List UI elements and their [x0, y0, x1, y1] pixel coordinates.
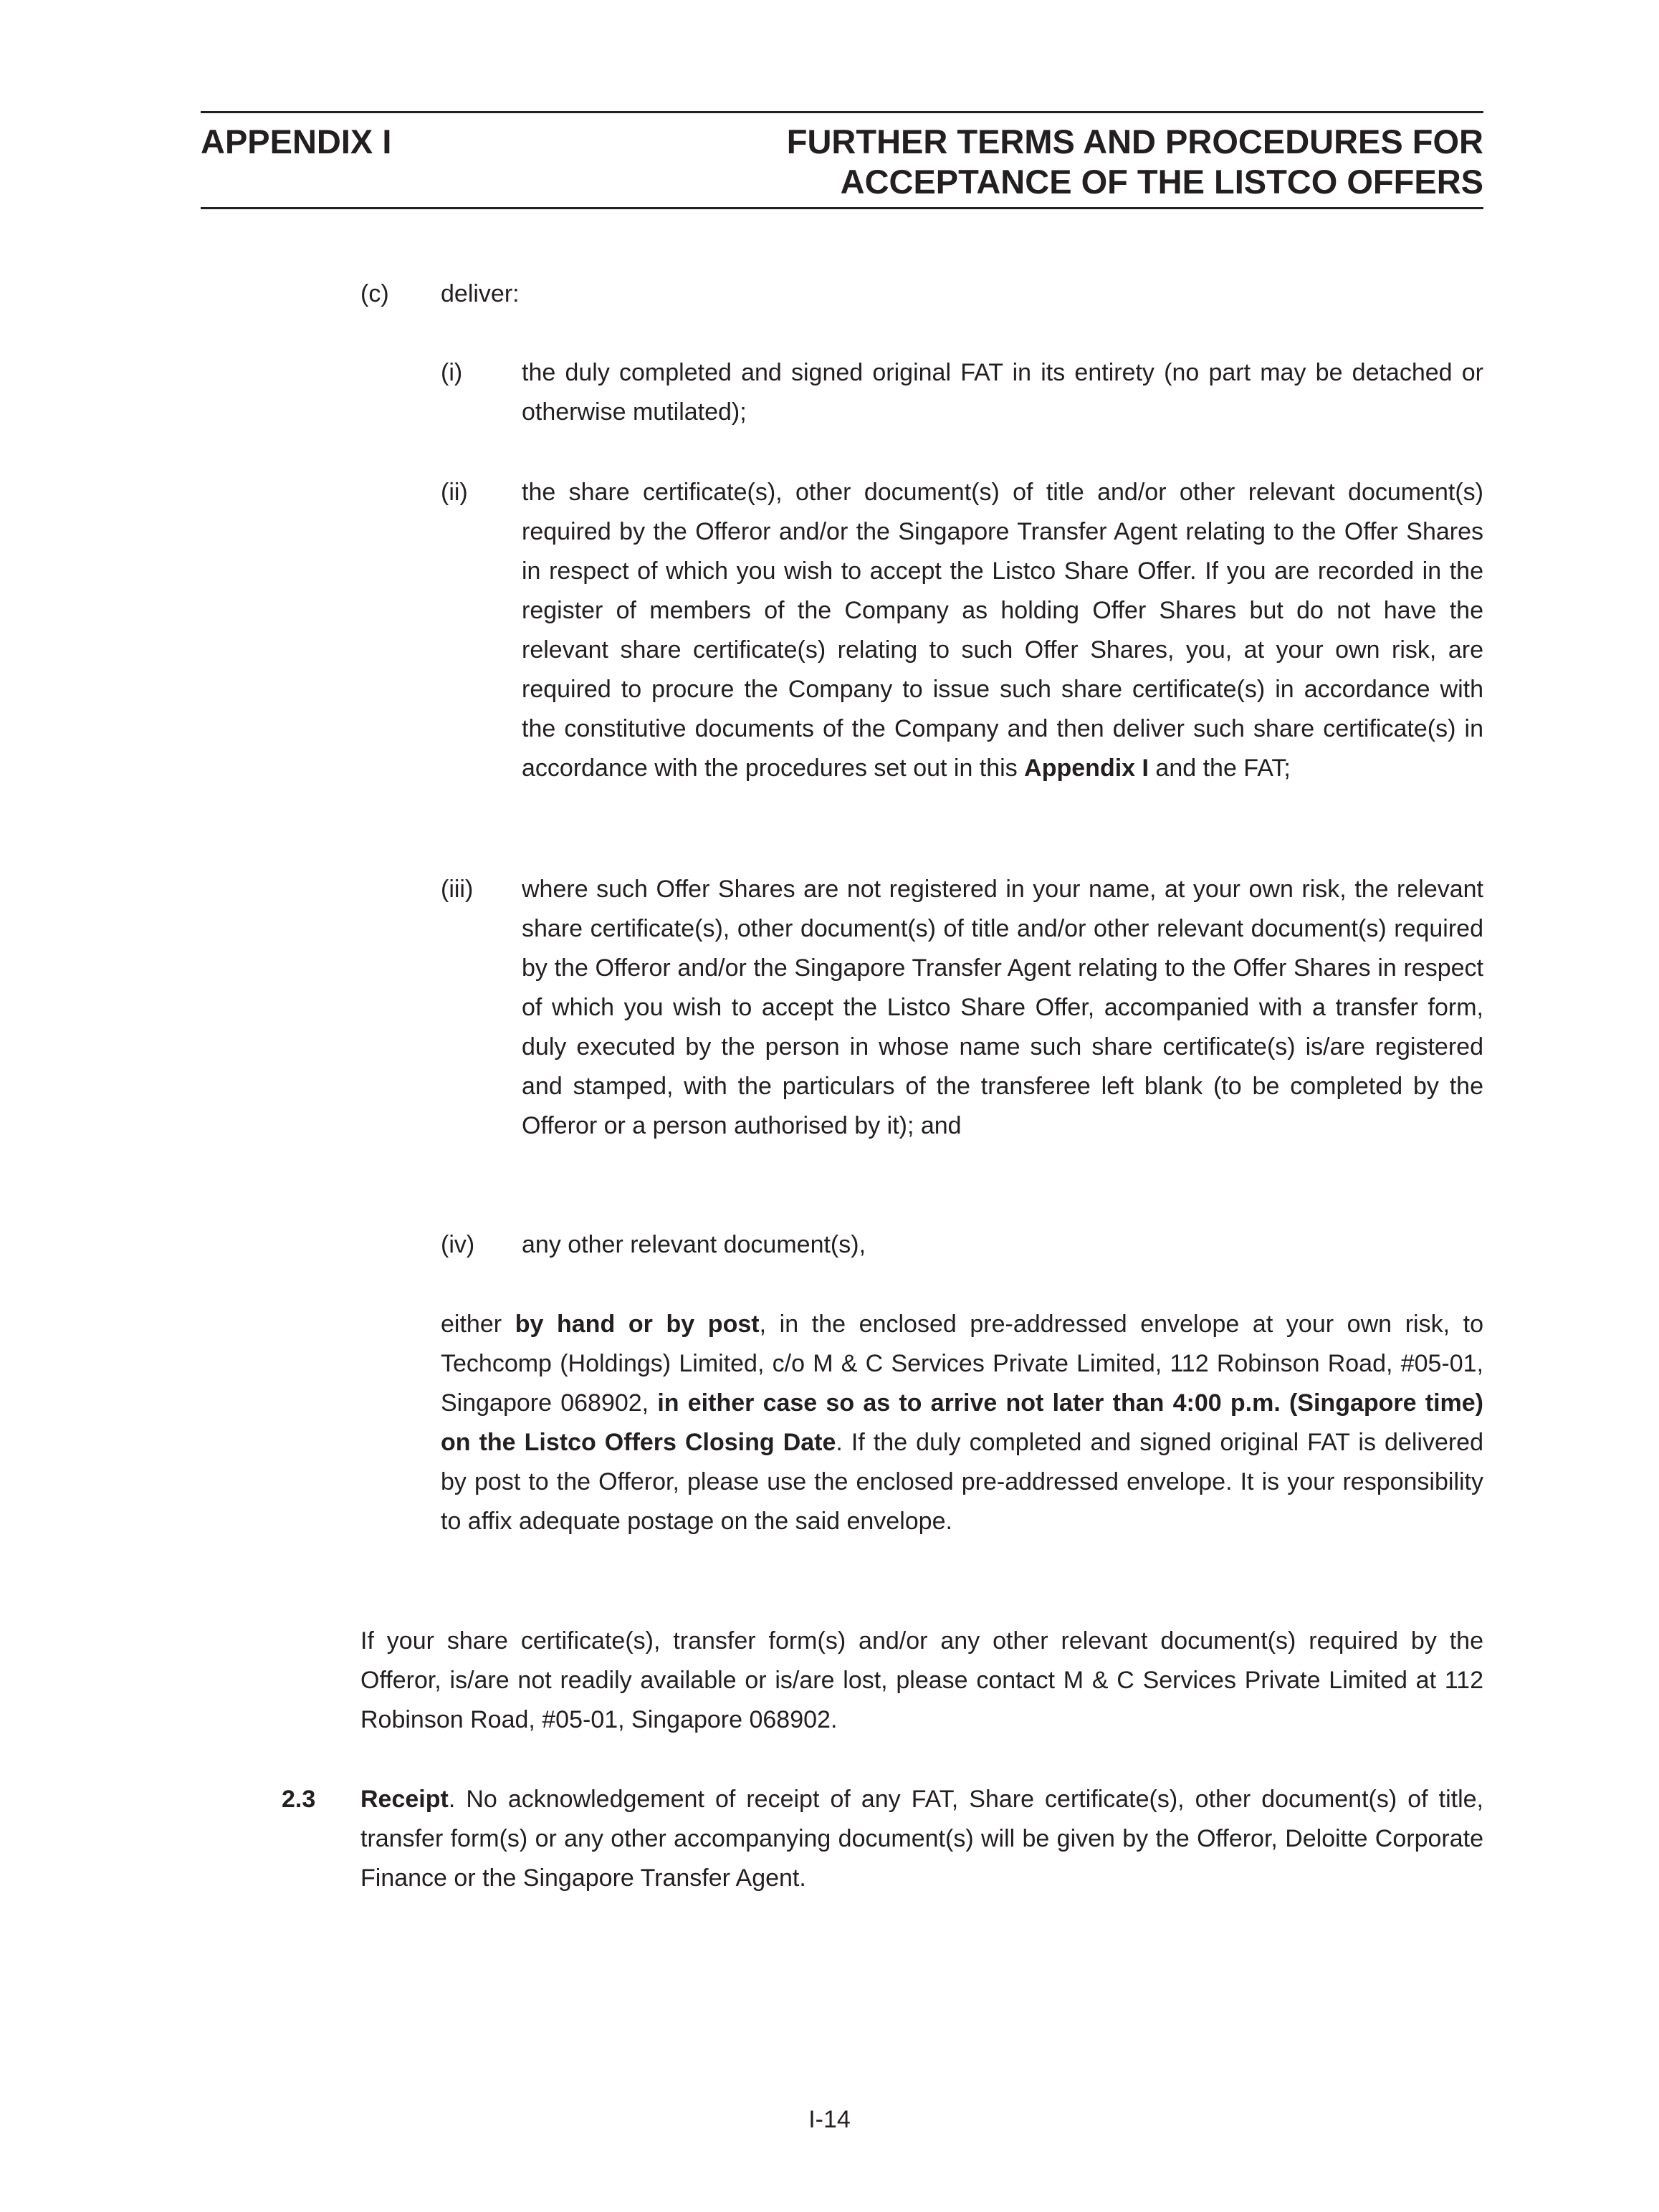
delivery-deadline-bold: in either case so as to arrive not later than 4:00 p.m. (Singapore time) on the Listco Offers Closing Date: [441, 1389, 1483, 1456]
delivery-text-part-3: . If the duly completed and signed original FAT is delivered by post to the Offeror, please use the enclosed pre-addressed envelope. It is your responsibility to affix adequate postage on the said envelope.: [441, 1429, 1484, 1535]
lost-documents-paragraph: If your share certificate(s), transfer form(s) and/or any other relevant document(s) required by the Offeror, is/are not readily available or is/are lost, please contact M & C Services Private Limited at 112 Robinson Road, #05-01, Singapore 068902.: [360, 1627, 1483, 1733]
sub-item-iv-text: any other relevant document(s),: [522, 1231, 866, 1258]
header-bottom-rule: [201, 207, 1483, 209]
appendix-label: APPENDIX I: [201, 123, 392, 161]
item-c-label: (c): [360, 280, 389, 307]
section-2-3-heading: Receipt: [360, 1786, 449, 1813]
item-c-text: deliver:: [441, 280, 520, 307]
delivery-method-bold: by hand or by post: [515, 1311, 760, 1338]
section-2-3-text: [360, 1780, 1483, 1898]
section-2-3-body: . No acknowledgement of receipt of any FAT, Share certificate(s), other document(s) of title, transfer form(s) or any other accompanying document(s) will be given by the Offeror, Deloitte Corporate Finance or the Singapore Transfer Agent.: [360, 1786, 1483, 1892]
sub-item-iii-text: where such Offer Shares are not registered in your name, at your own risk, the relevant share certificate(s), other document(s) of title and/or other relevant document(s) required by the Offeror and/or the Singapore Transfer Agent relating to the Offer Shares in respect of which you wish to accept the Listco Share Offer, accompanied with a transfer form, duly executed by the person in whose name such share certificate(s) is/are registered and stamped, with the particulars of the transferee left blank (to be completed by the Offeror or a person authorised by it); and: [522, 876, 1483, 1139]
sub-item-iii-label: (iii): [441, 876, 474, 903]
sub-item-iv-label: (iv): [441, 1231, 475, 1258]
delivery-text-part-2: , in the enclosed pre-addressed envelope at your own risk, to Techcomp (Holdings) Limited, c/o M & C Services Private Limited, 112 Robinson Road, #05-01, Singapore 068902,: [441, 1311, 1484, 1417]
sub-item-ii-text-part-1: the share certificate(s), other document(s) of title and/or other relevant document(s) required by the Offeror and/or the Singapore Transfer Agent relating to the Offer Shares in respect of which you wish to accept the Listco Share Offer. If you are recorded in the register of members of the Company as holding Offer Shares but do not have the relevant share certificate(s) relating to such Offer Shares, you, at your own risk, are required to procure the Company to issue such share certificate(s) in accordance with the constitutive documents of the Company and then deliver such share certificate(s) in accordance with the procedures set out in this: [522, 479, 1483, 782]
sub-item-i-text: the duly completed and signed original FAT in its entirety (no part may be detached or otherwise mutilated);: [522, 359, 1483, 426]
sub-item-i-label: (i): [441, 359, 463, 386]
sub-item-ii-bold-ref: Appendix I: [1024, 755, 1149, 782]
delivery-instructions-paragraph: [441, 1305, 1483, 1541]
sub-item-ii-text-part-2: and the FAT;: [1148, 755, 1291, 782]
header-top-rule: [201, 111, 1483, 113]
page-title-line-2: ACCEPTANCE OF THE LISTCO OFFERS: [840, 163, 1483, 201]
sub-item-ii-text: [522, 473, 1483, 788]
sub-item-ii-label: (ii): [441, 479, 468, 506]
section-2-3-number: 2.3: [282, 1786, 316, 1813]
page-title-line-1: FURTHER TERMS AND PROCEDURES FOR: [786, 123, 1483, 161]
page-number: I-14: [808, 2106, 851, 2133]
delivery-text-part-1: either: [441, 1311, 515, 1338]
page-title: [787, 122, 1483, 202]
